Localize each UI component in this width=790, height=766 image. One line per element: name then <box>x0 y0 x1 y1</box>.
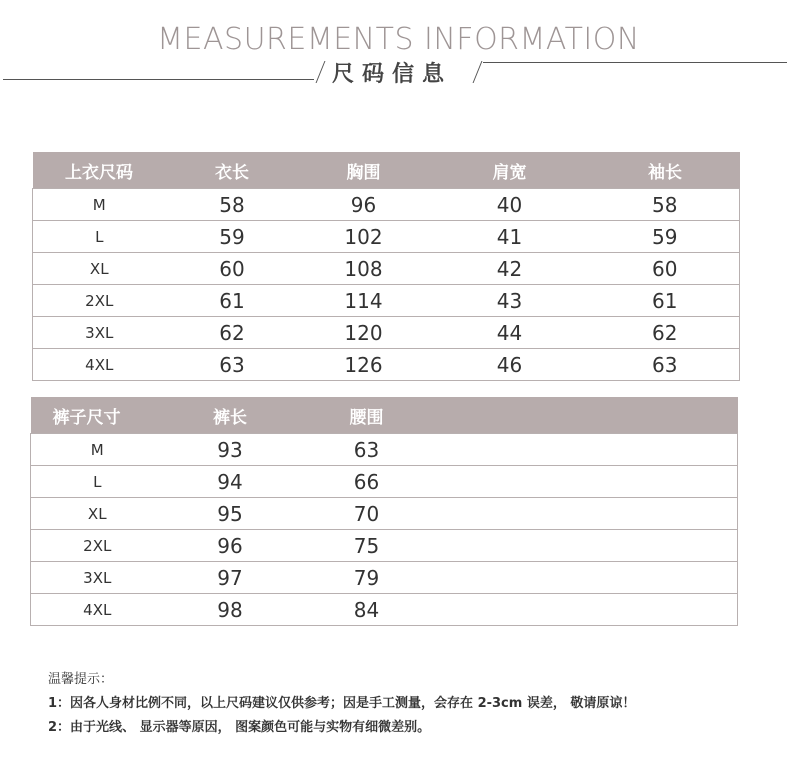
table-row <box>31 466 738 498</box>
table-cell: 63 <box>297 434 437 466</box>
table-row <box>31 530 738 562</box>
table-cell: 61 <box>166 285 299 317</box>
table-cell <box>589 434 738 466</box>
size-cell: XL <box>31 498 164 530</box>
table-cell: 58 <box>166 189 299 221</box>
table-row <box>33 317 740 349</box>
title-chinese: 尺码信息 <box>332 62 453 87</box>
table-row <box>33 189 740 221</box>
size-cell: 2XL <box>33 285 166 317</box>
table-cell: 95 <box>164 498 297 530</box>
table-header-row <box>31 397 738 434</box>
column-header: 肩宽 <box>429 152 591 189</box>
column-header <box>589 397 738 434</box>
table-cell: 44 <box>429 317 591 349</box>
table-cell: 84 <box>297 594 437 626</box>
size-cell: 4XL <box>33 349 166 381</box>
table-cell: 58 <box>591 189 740 221</box>
table-cell <box>589 498 738 530</box>
table-cell <box>437 466 589 498</box>
table-row <box>33 221 740 253</box>
table-cell: 94 <box>164 466 297 498</box>
table-cell: 96 <box>164 530 297 562</box>
note-line-2: 2：由于光线、 显示器等原因， 图案颜色可能与实物有细微差别。 <box>48 720 431 735</box>
table-cell <box>437 434 589 466</box>
table-row <box>33 285 740 317</box>
table-cell: 62 <box>591 317 740 349</box>
table-row <box>33 349 740 381</box>
table-cell: 96 <box>299 189 429 221</box>
title-english: MEASUREMENTS INFORMATION <box>157 22 640 57</box>
table-cell: 60 <box>166 253 299 285</box>
table-cell: 70 <box>297 498 437 530</box>
table-cell: 61 <box>591 285 740 317</box>
table-cell: 46 <box>429 349 591 381</box>
table-cell <box>589 530 738 562</box>
header-slash-left <box>316 61 326 83</box>
table-cell: 75 <box>297 530 437 562</box>
size-cell: 3XL <box>33 317 166 349</box>
table-cell: 79 <box>297 562 437 594</box>
table-cell <box>589 562 738 594</box>
column-header: 裤长 <box>164 397 297 434</box>
table-cell: 98 <box>164 594 297 626</box>
pants-size-table <box>30 397 738 626</box>
size-cell: L <box>33 221 166 253</box>
table-cell: 60 <box>591 253 740 285</box>
column-header: 上衣尺码 <box>33 152 166 189</box>
table-row <box>31 434 738 466</box>
table-cell <box>589 466 738 498</box>
column-header: 胸围 <box>299 152 429 189</box>
table-cell: 120 <box>299 317 429 349</box>
top-size-table <box>32 152 740 381</box>
table-cell: 59 <box>166 221 299 253</box>
table-cell: 63 <box>591 349 740 381</box>
column-header: 袖长 <box>591 152 740 189</box>
size-cell: M <box>31 434 164 466</box>
table-header-row <box>33 152 740 189</box>
table-row <box>31 594 738 626</box>
note-line-1: 1：因各人身材比例不同，以上尺码建议仅供参考；因是手工测量，会存在 2-3cm 误差， 敬请原谅！ <box>48 696 636 711</box>
table-cell <box>437 594 589 626</box>
table-cell: 63 <box>166 349 299 381</box>
table-cell: 43 <box>429 285 591 317</box>
size-cell: L <box>31 466 164 498</box>
table-cell: 93 <box>164 434 297 466</box>
size-cell: 3XL <box>31 562 164 594</box>
size-cell: M <box>33 189 166 221</box>
column-header: 裤子尺寸 <box>31 397 164 434</box>
table-cell: 59 <box>591 221 740 253</box>
size-cell: XL <box>33 253 166 285</box>
table-cell <box>437 498 589 530</box>
table-row <box>31 498 738 530</box>
size-cell: 2XL <box>31 530 164 562</box>
table-cell <box>589 594 738 626</box>
column-header: 腰围 <box>297 397 437 434</box>
header-slash-right <box>473 61 483 83</box>
column-header: 衣长 <box>166 152 299 189</box>
header-rule-left <box>3 79 314 80</box>
notes-section <box>48 670 635 742</box>
table-cell: 97 <box>164 562 297 594</box>
notes-title: 温馨提示： <box>48 672 114 687</box>
table-cell <box>437 562 589 594</box>
table-cell: 114 <box>299 285 429 317</box>
header-rule-right <box>483 62 787 63</box>
size-cell: 4XL <box>31 594 164 626</box>
column-header <box>437 397 589 434</box>
table-cell <box>437 530 589 562</box>
table-cell: 102 <box>299 221 429 253</box>
table-row <box>31 562 738 594</box>
table-cell: 108 <box>299 253 429 285</box>
table-cell: 42 <box>429 253 591 285</box>
table-cell: 41 <box>429 221 591 253</box>
table-cell: 66 <box>297 466 437 498</box>
table-cell: 62 <box>166 317 299 349</box>
table-row <box>33 253 740 285</box>
table-cell: 40 <box>429 189 591 221</box>
table-cell: 126 <box>299 349 429 381</box>
